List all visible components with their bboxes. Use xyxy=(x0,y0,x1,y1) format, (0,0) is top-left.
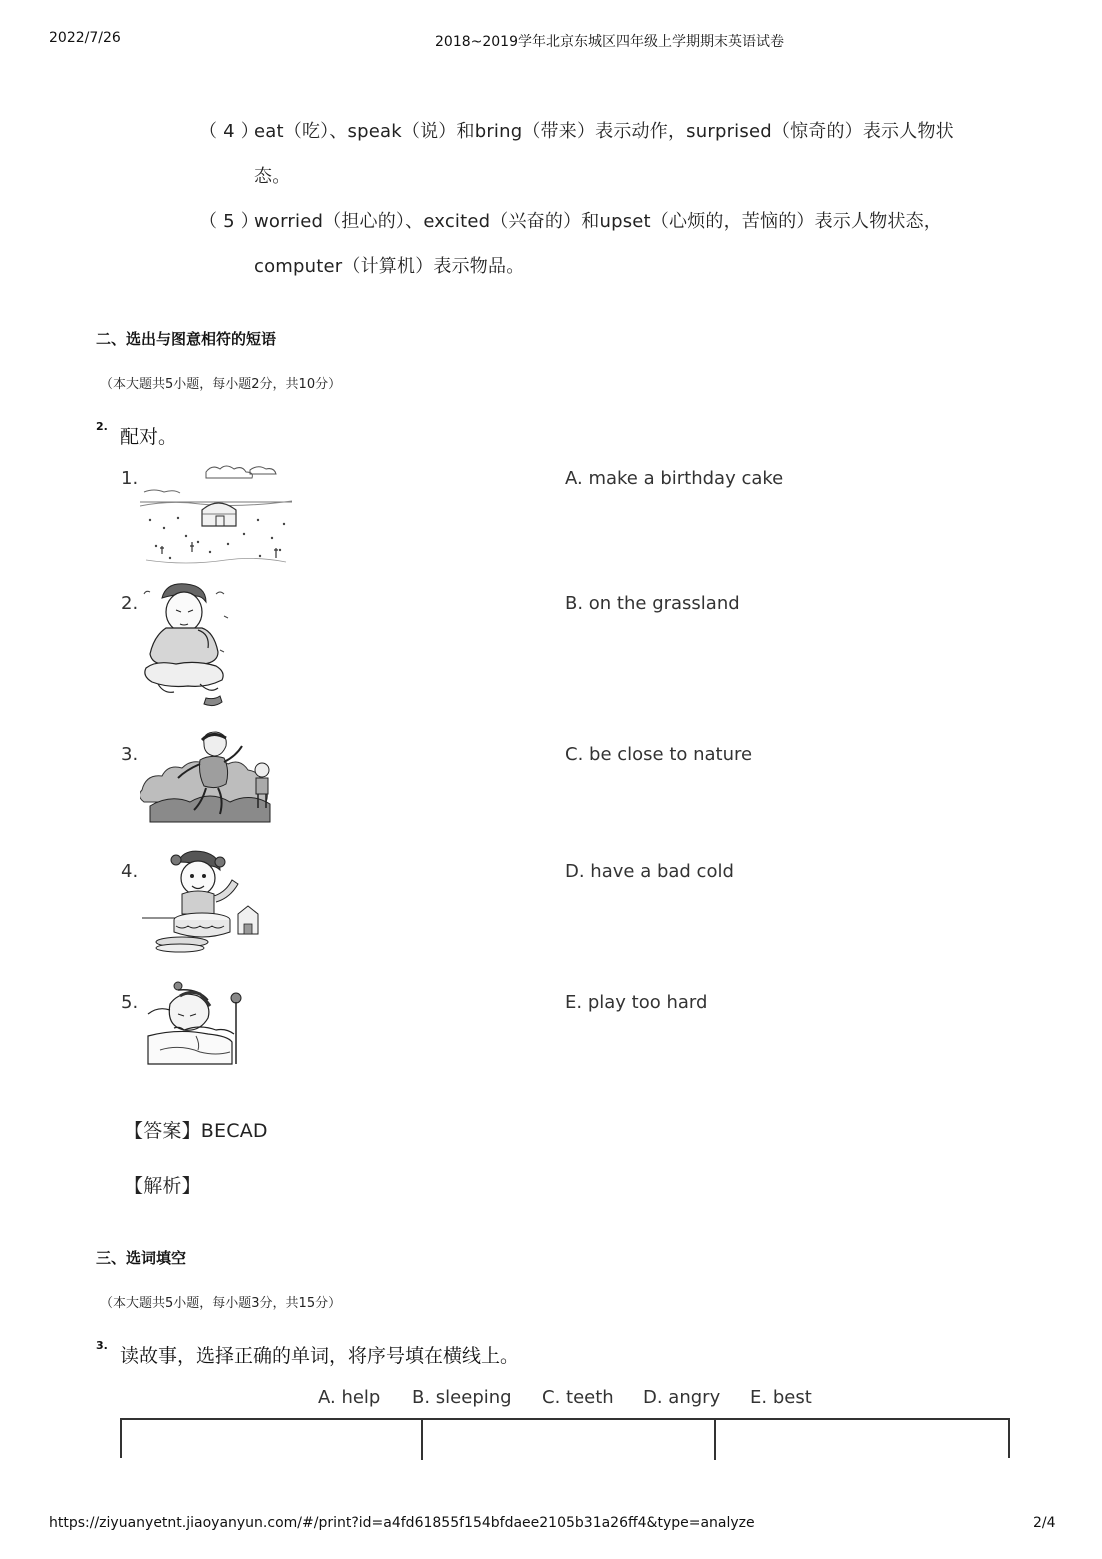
picture-number-1: 1. xyxy=(121,468,139,489)
word-bank-e: E. best xyxy=(750,1387,812,1408)
question2-number: 2. xyxy=(96,420,108,433)
picture-number-3: 3. xyxy=(121,744,139,765)
question3-prompt: 读故事，选择正确的单词，将序号填在横线上。 xyxy=(120,1345,520,1367)
explanation-item5-line1: worried（担心的）、excited（兴奋的）和upset（心烦的，苦恼的）表示人物状态， xyxy=(254,211,943,232)
picture-number-5: 5. xyxy=(121,992,139,1013)
sick-boy-picture xyxy=(140,580,232,710)
match-option-b: B. on the grassland xyxy=(565,593,740,614)
girl-birthday-cake-picture xyxy=(140,848,268,954)
match-option-e: E. play too hard xyxy=(565,992,708,1013)
grassland-yurt-picture xyxy=(140,462,292,566)
section2-note: （本大题共5小题，每小题2分，共10分） xyxy=(100,377,342,392)
match-option-c: C. be close to nature xyxy=(565,744,753,765)
boy-in-bed-picture xyxy=(140,980,246,1068)
question2-prompt: 配对。 xyxy=(120,426,178,448)
section2-title: 二、选出与图意相符的短语 xyxy=(96,330,277,348)
story-table-divider xyxy=(421,1420,423,1460)
word-bank-c: C. teeth xyxy=(542,1387,614,1408)
word-bank-b: B. sleeping xyxy=(412,1387,512,1408)
hiking-nature-picture xyxy=(140,730,290,830)
explanation-item4-line1: eat（吃）、speak（说）和bring（带来）表示动作，surprised（惊奇的）表示人物状 xyxy=(254,121,954,142)
match-option-a: A. make a birthday cake xyxy=(565,468,784,489)
print-date: 2022/7/26 xyxy=(49,30,121,46)
story-table xyxy=(120,1418,1010,1458)
question3-number: 3. xyxy=(96,1339,108,1352)
explanation-item4-number: （ 4 ） xyxy=(199,121,259,142)
question2-analysis-label: 【解析】 xyxy=(124,1175,201,1197)
match-option-d: D. have a bad cold xyxy=(565,861,734,882)
explanation-item4-line2: 态。 xyxy=(254,166,291,187)
story-table-divider xyxy=(714,1420,716,1460)
picture-number-4: 4. xyxy=(121,861,139,882)
section3-title: 三、选词填空 xyxy=(96,1249,187,1267)
section3-note: （本大题共5小题，每小题3分，共15分） xyxy=(100,1296,342,1311)
word-bank-d: D. angry xyxy=(643,1387,721,1408)
page-number: 2/4 xyxy=(1033,1515,1056,1531)
document-title: 2018~2019学年北京东城区四年级上学期期末英语试卷 xyxy=(435,34,784,50)
picture-number-2: 2. xyxy=(121,593,139,614)
explanation-item5-number: （ 5 ） xyxy=(199,211,259,232)
question2-answer: 【答案】BECAD xyxy=(124,1120,268,1142)
footer-url: https://ziyuanyetnt.jiaoyanyun.com/#/print?id=a4fd61855f154bfdaee2105b31a26ff4&type=analyze xyxy=(49,1515,755,1531)
explanation-item5-line2: computer（计算机）表示物品。 xyxy=(254,256,525,277)
word-bank-a: A. help xyxy=(318,1387,381,1408)
